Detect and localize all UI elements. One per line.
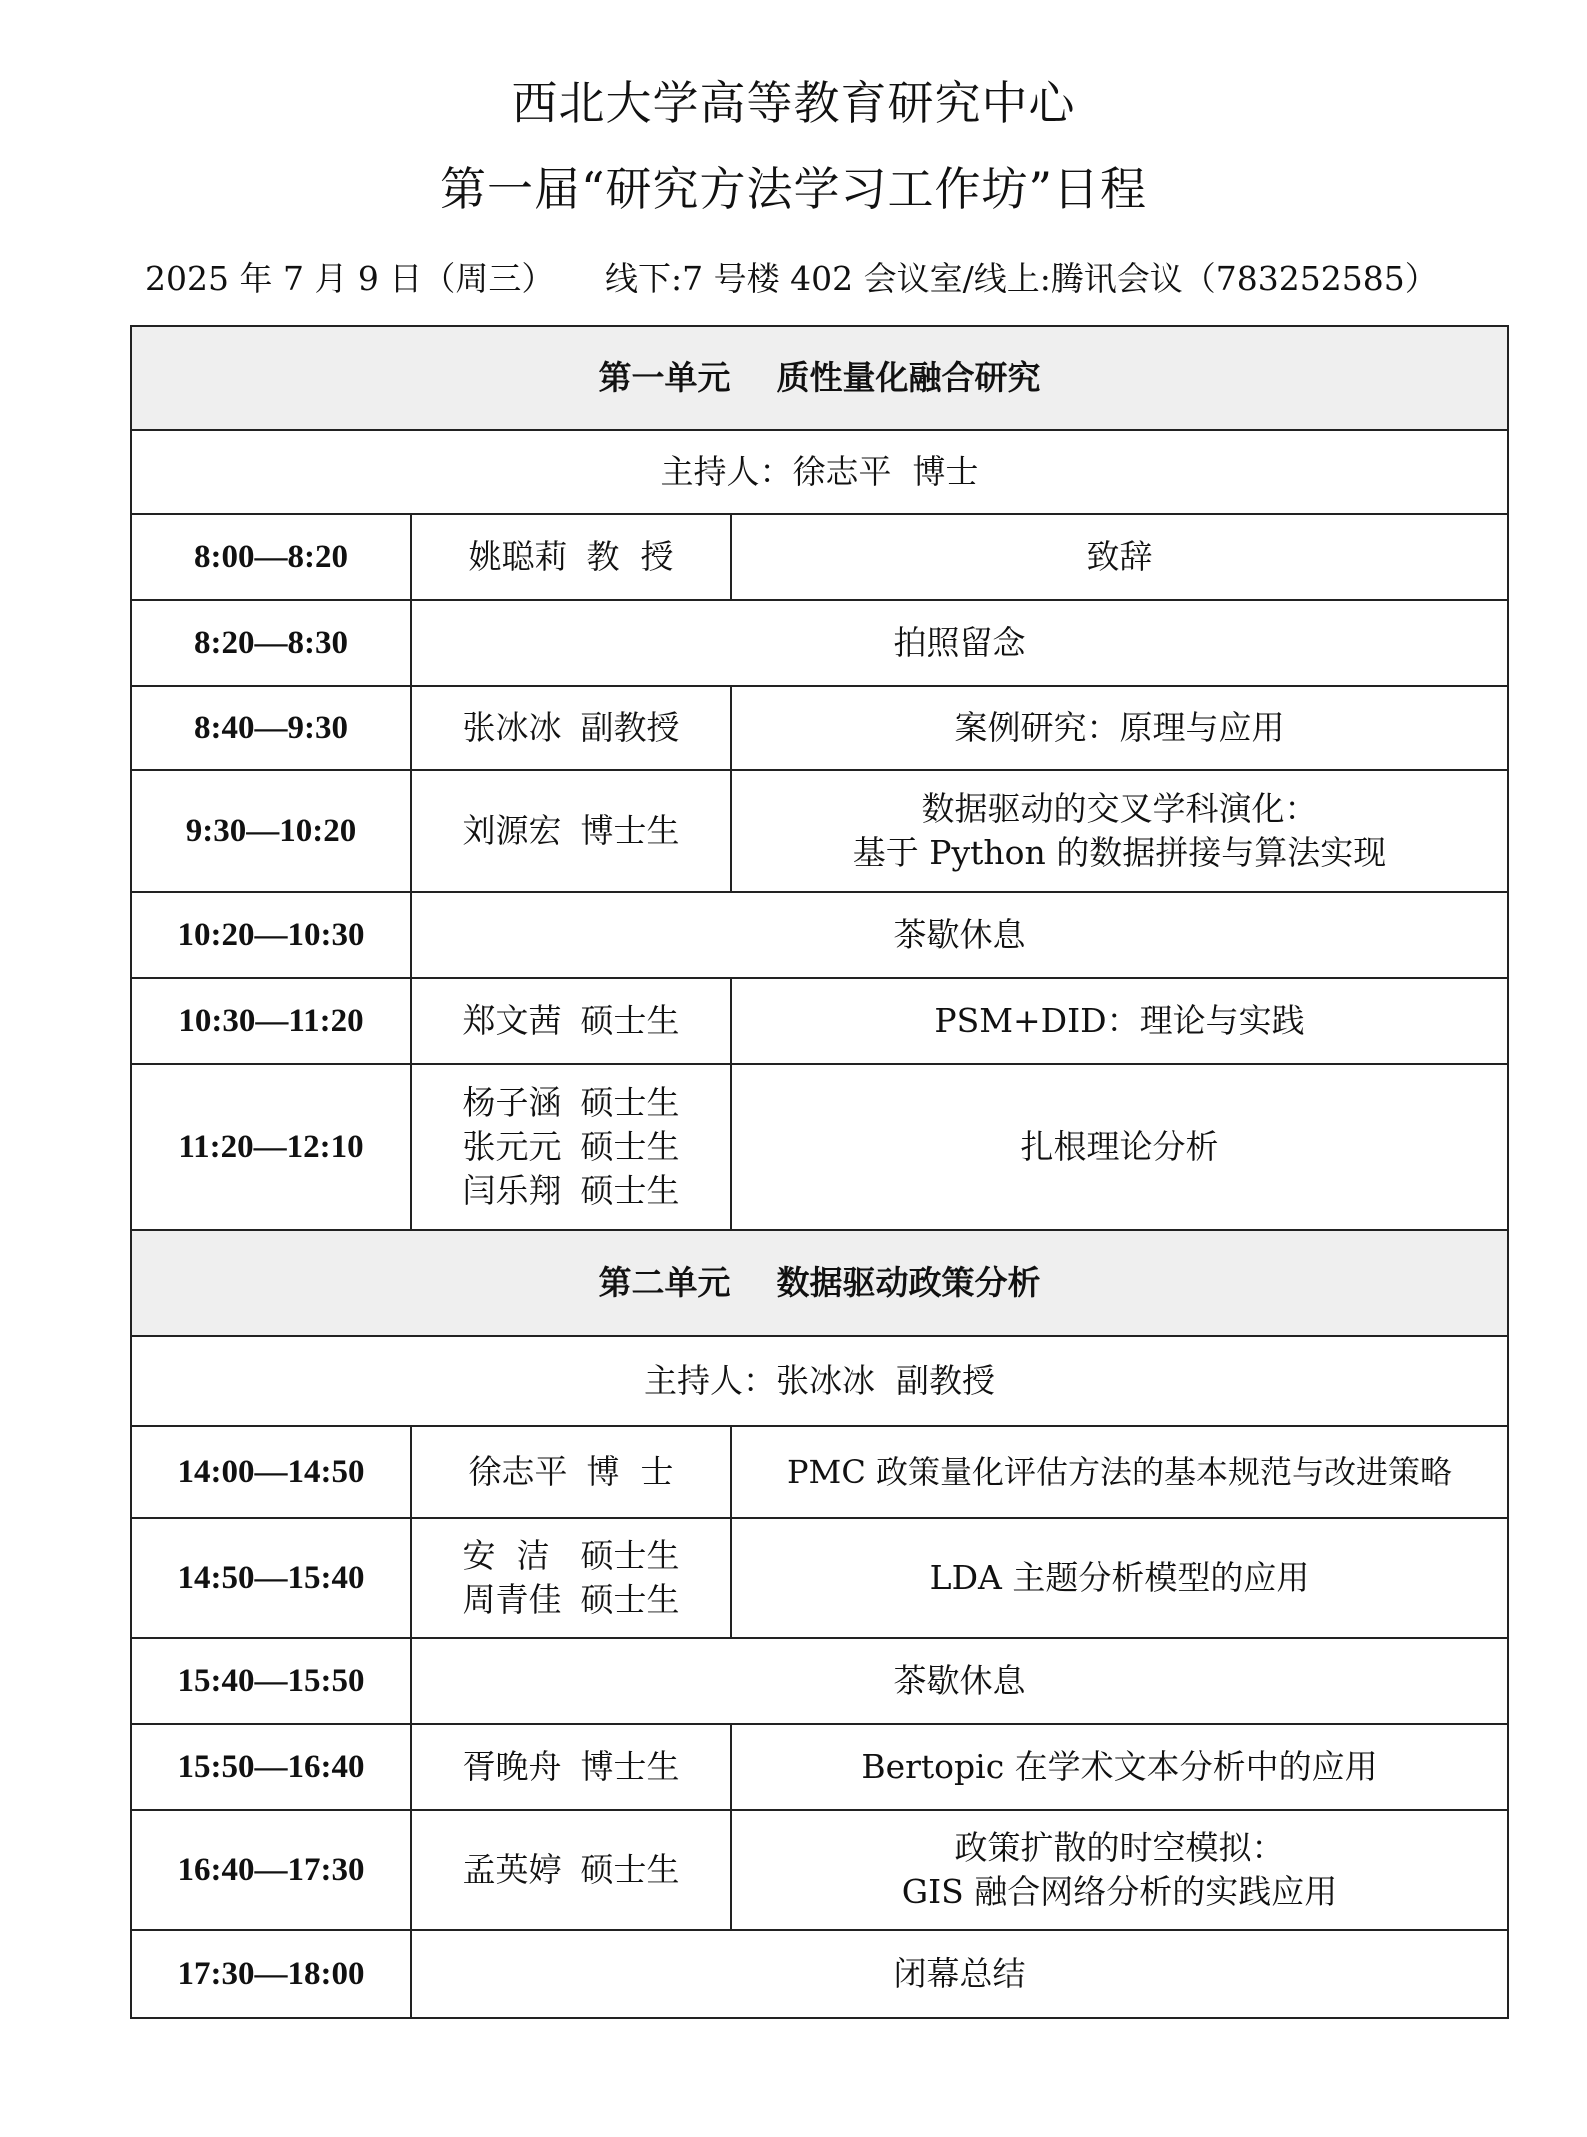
document-subtitle: 第一届“研究方法学习工作坊”日程: [439, 162, 1148, 216]
speaker-title: 硕士生: [580, 1127, 680, 1166]
speaker-cell: [411, 1064, 731, 1230]
speaker-title: 硕士生: [580, 1850, 680, 1889]
speaker-title: 副教授: [580, 708, 680, 747]
speaker-title: 硕士生: [580, 1171, 680, 1210]
speaker-name: 张元元: [462, 1127, 562, 1166]
session-time: 8:00—8:20: [131, 514, 411, 600]
session-time: 16:40—17:30: [131, 1810, 411, 1930]
speaker-title: 博士生: [580, 811, 680, 850]
session-time: 10:30—11:20: [131, 978, 411, 1064]
speaker-name: 杨子涵: [462, 1083, 562, 1122]
schedule-row: [131, 770, 1508, 892]
schedule-table: [130, 325, 1509, 2019]
speaker-title: 博士生: [580, 1747, 680, 1786]
speaker-name: 姚聪莉: [468, 537, 568, 576]
speaker-title: 硕士生: [580, 1001, 680, 1040]
speaker-cell: [411, 686, 731, 770]
speaker-cell: [411, 1518, 731, 1638]
speaker-name: 周青佳: [462, 1580, 562, 1619]
session-topic: LDA 主题分析模型的应用: [731, 1518, 1508, 1638]
schedule-row: [131, 1426, 1508, 1518]
speaker-cell: [411, 770, 731, 892]
schedule-row: [131, 978, 1508, 1064]
speaker-name: 徐志平: [468, 1452, 568, 1491]
session-topic: Bertopic 在学术文本分析中的应用: [731, 1724, 1508, 1810]
session-time: 17:30—18:00: [131, 1930, 411, 2018]
session-time: 8:20—8:30: [131, 600, 411, 686]
event-date: 2025 年 7 月 9 日（周三）: [145, 259, 555, 298]
session-topic: 案例研究：原理与应用: [731, 686, 1508, 770]
document-title: 西北大学高等教育研究中心: [511, 76, 1076, 130]
schedule-row: [131, 1638, 1508, 1724]
speaker-name: 刘源宏: [462, 811, 562, 850]
speaker-name: 胥晚舟: [462, 1747, 562, 1786]
unit-header: [131, 1230, 1508, 1336]
session-time: 15:40—15:50: [131, 1638, 411, 1724]
speaker-cell: [411, 1724, 731, 1810]
topic-line: 政策扩散的时空模拟：: [954, 1828, 1285, 1867]
session-time: 11:20—12:10: [131, 1064, 411, 1230]
speaker-cell: [411, 1426, 731, 1518]
session-topic: [731, 1810, 1508, 1930]
session-time: 14:50—15:40: [131, 1518, 411, 1638]
topic-line: 基于 Python 的数据拼接与算法实现: [852, 833, 1387, 872]
session-topic: 扎根理论分析: [731, 1064, 1508, 1230]
schedule-row: [131, 600, 1508, 686]
unit-title: 第二单元 数据驱动政策分析: [131, 1230, 1508, 1336]
speaker-name: 张冰冰: [462, 708, 562, 747]
session-time: 8:40—9:30: [131, 686, 411, 770]
speaker-title: 教 授: [586, 537, 674, 576]
session-time: 9:30—10:20: [131, 770, 411, 892]
speaker-name: 闫乐翔: [462, 1171, 562, 1210]
speaker-name: 安 洁: [462, 1536, 550, 1575]
session-topic: 闭幕总结: [411, 1930, 1508, 2018]
session-time: 10:20—10:30: [131, 892, 411, 978]
host-row: [131, 430, 1508, 514]
schedule-row: [131, 1518, 1508, 1638]
schedule-row: [131, 1724, 1508, 1810]
schedule-row: [131, 892, 1508, 978]
host-row: [131, 1336, 1508, 1426]
speaker-title: 硕士生: [580, 1580, 680, 1619]
schedule-row: [131, 514, 1508, 600]
schedule-row: [131, 686, 1508, 770]
speaker-title: 硕士生: [580, 1083, 680, 1122]
session-topic: [731, 770, 1508, 892]
speaker-cell: [411, 1810, 731, 1930]
session-topic: 拍照留念: [411, 600, 1508, 686]
speaker-title: 博 士: [586, 1452, 674, 1491]
session-topic: 茶歇休息: [411, 1638, 1508, 1724]
session-topic: PSM+DID：理论与实践: [731, 978, 1508, 1064]
session-time: 15:50—16:40: [131, 1724, 411, 1810]
session-time: 14:00—14:50: [131, 1426, 411, 1518]
speaker-name: 孟英婷: [462, 1850, 562, 1889]
topic-line: GIS 融合网络分析的实践应用: [901, 1872, 1338, 1911]
speaker-cell: [411, 978, 731, 1064]
topic-line: 数据驱动的交叉学科演化：: [921, 789, 1318, 828]
unit-header: [131, 326, 1508, 430]
event-venue: 线下:7 号楼 402 会议室/线上:腾讯会议（783252585）: [605, 259, 1438, 298]
schedule-row: [131, 1930, 1508, 2018]
speaker-cell: [411, 514, 731, 600]
host-label: 主持人：徐志平 博士: [131, 430, 1508, 514]
schedule-row: [131, 1064, 1508, 1230]
host-label: 主持人：张冰冰 副教授: [131, 1336, 1508, 1426]
unit-title: 第一单元 质性量化融合研究: [131, 326, 1508, 430]
schedule-row: [131, 1810, 1508, 1930]
session-topic: 茶歇休息: [411, 892, 1508, 978]
session-topic: 致辞: [731, 514, 1508, 600]
session-topic: PMC 政策量化评估方法的基本规范与改进策略: [731, 1426, 1508, 1518]
speaker-title: 硕士生: [580, 1536, 680, 1575]
speaker-name: 郑文茜: [462, 1001, 562, 1040]
